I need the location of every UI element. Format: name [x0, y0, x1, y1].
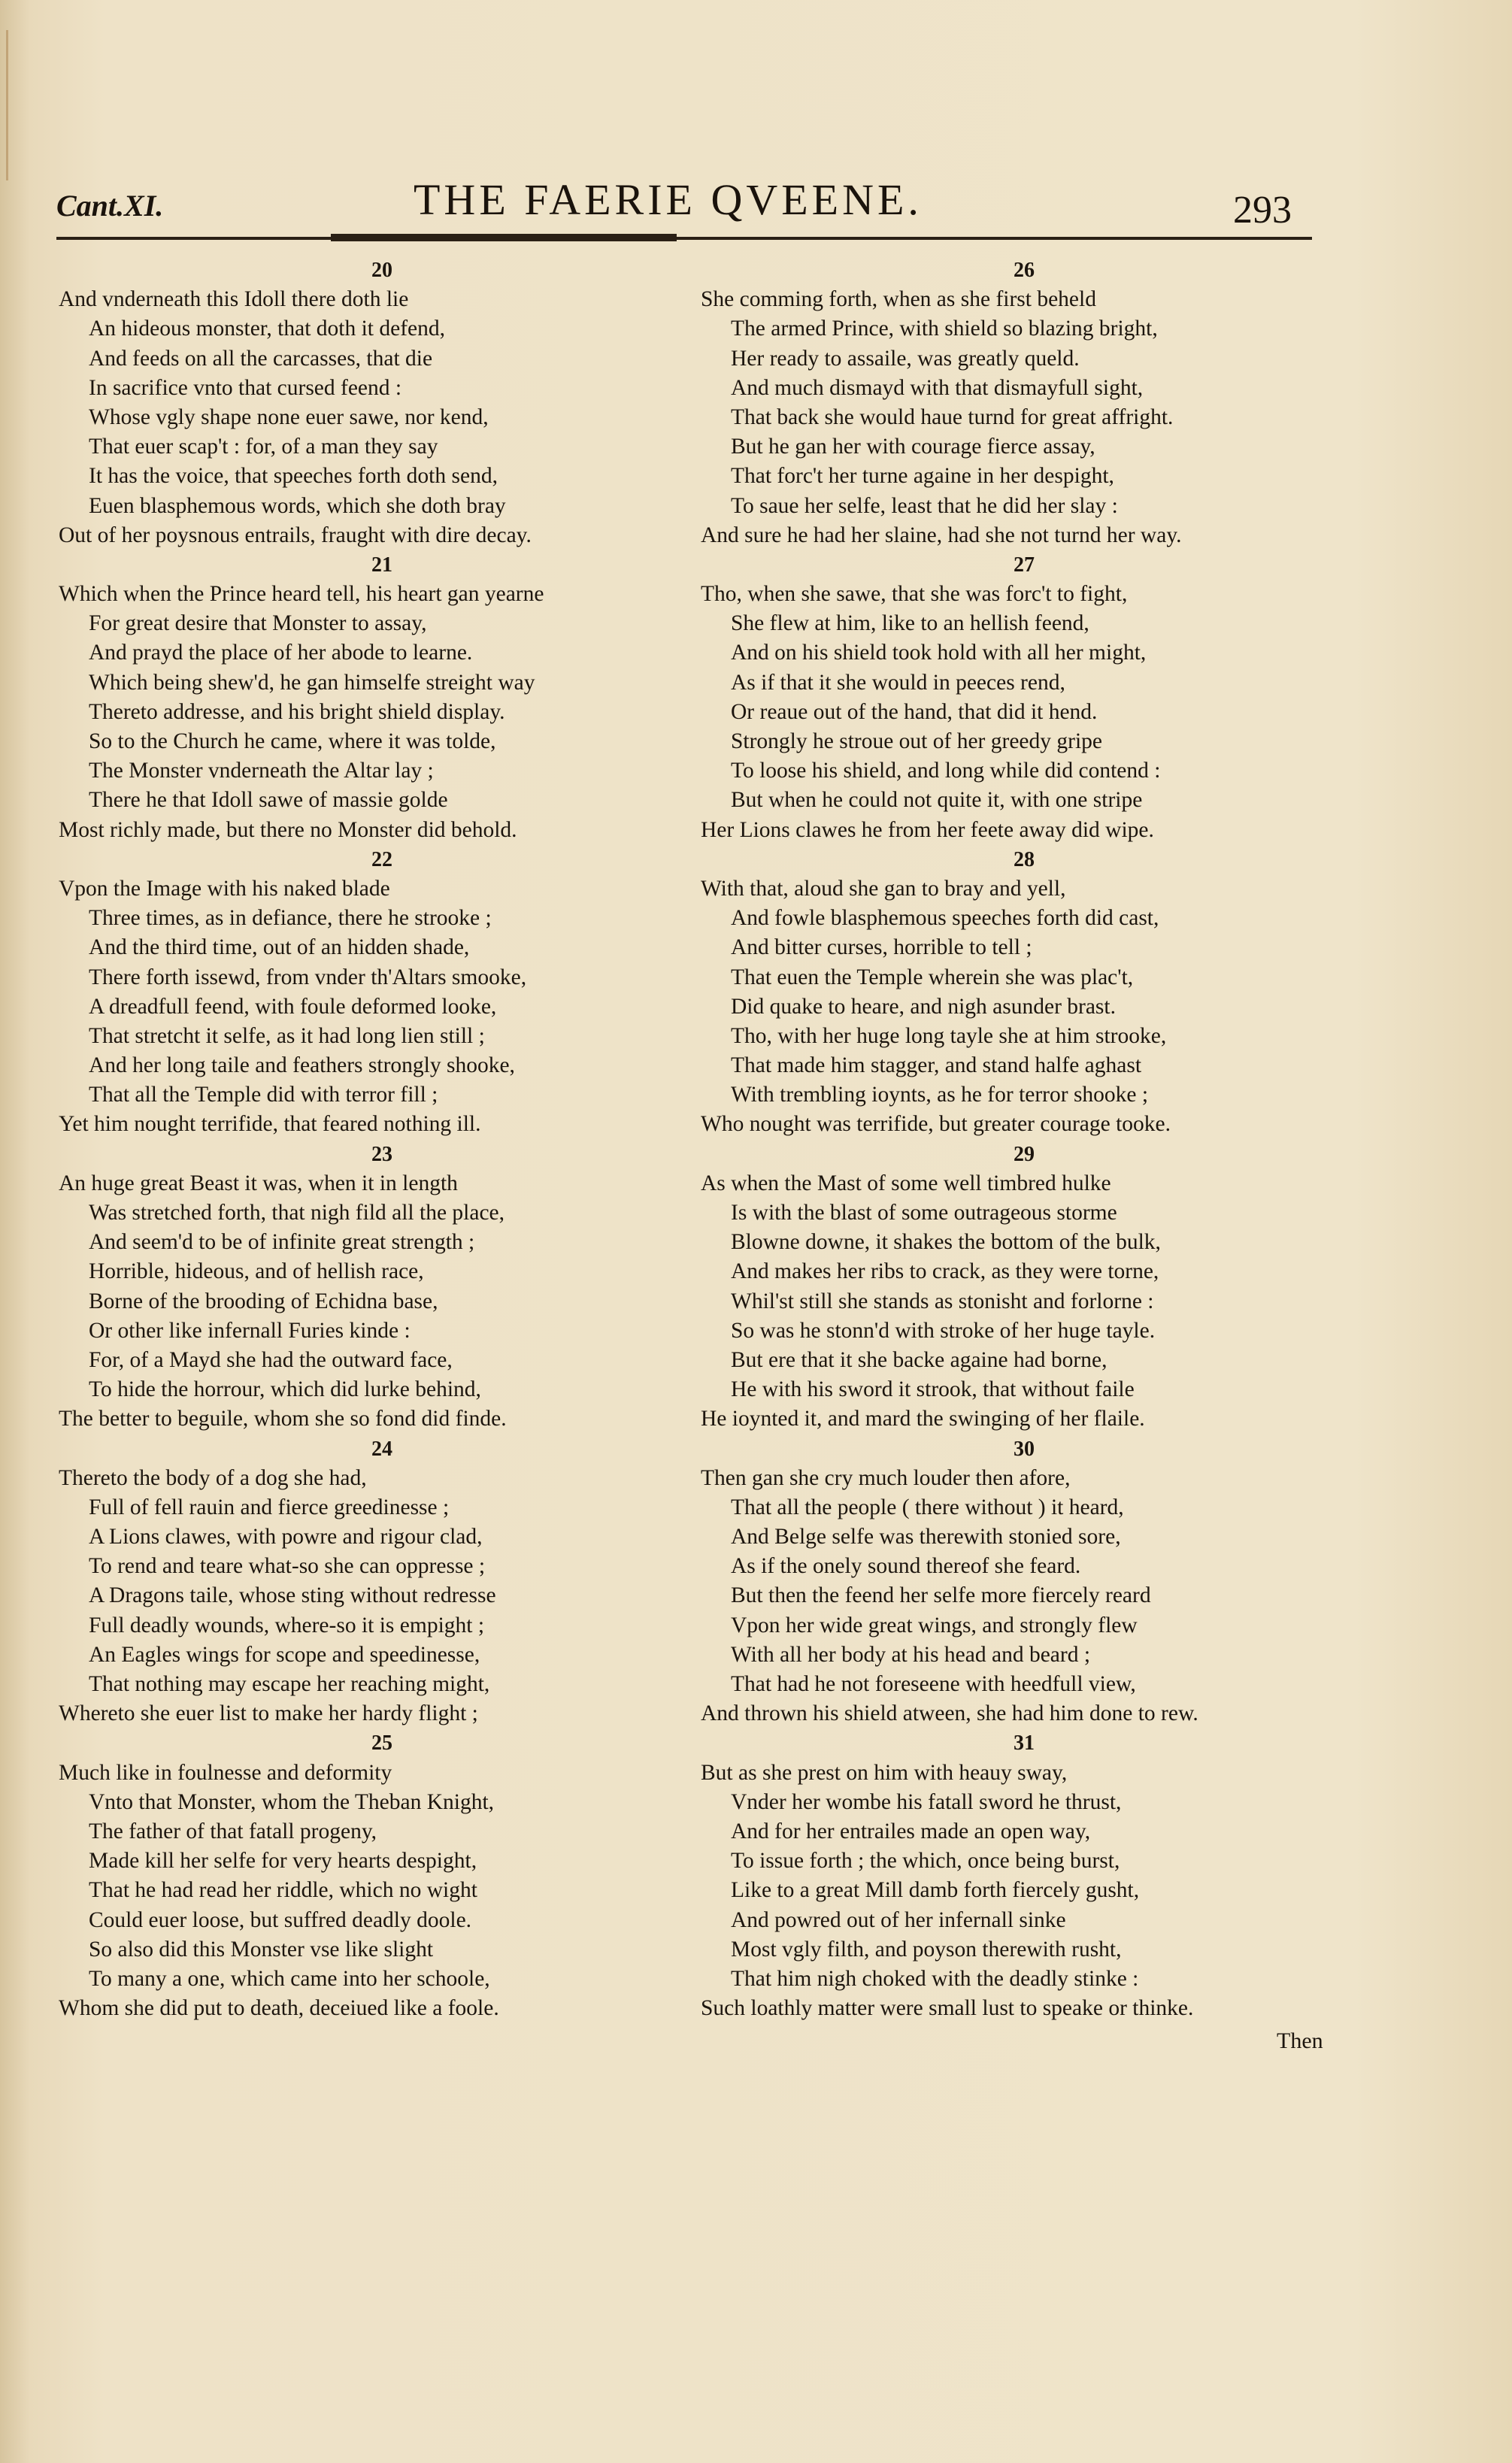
verse-line: And on his shield took hold with all her might, — [731, 641, 1147, 665]
verse-line: And makes her ribs to crack, as they were torne, — [731, 1259, 1159, 1284]
verse-line: For great desire that Monster to assay, — [89, 611, 427, 636]
verse-line: And feeds on all the carcasses, that die — [89, 346, 433, 371]
left-column — [59, 256, 705, 2023]
verse-line: And her long taile and feathers strongly shooke, — [89, 1053, 515, 1078]
verse-line: Or other like infernall Furies kinde : — [89, 1318, 411, 1343]
verse-line: Tho, with her huge long tayle she at him strooke, — [731, 1023, 1167, 1048]
verse-line: Most vgly filth, and poyson therewith rusht, — [731, 1937, 1122, 1962]
verse-line: Whil'st still she stands as stonisht and forlorne : — [731, 1289, 1154, 1313]
verse-line: Euen blasphemous words, which she doth bray — [89, 493, 506, 518]
verse-line: So to the Church he came, where it was tolde, — [89, 729, 496, 753]
verse-line: Out of her poysnous entrails, fraught with dire decay. — [59, 523, 532, 547]
verse-line: And bitter curses, horrible to tell ; — [731, 935, 1032, 960]
stanza-number: 26 — [1014, 259, 1035, 282]
verse-line: So also did this Monster vse like slight — [89, 1937, 434, 1962]
verse-line: A dreadfull feend, with foule deformed looke, — [89, 994, 497, 1019]
stanza-number: 27 — [1014, 553, 1035, 577]
verse-line: Vpon the Image with his naked blade — [59, 876, 390, 901]
verse-line: It has the voice, that speeches forth doth send, — [89, 464, 498, 489]
verse-line: That forc't her turne againe in her despight, — [731, 464, 1114, 489]
verse-line: Was stretched forth, that nigh fild all the place, — [89, 1201, 505, 1225]
verse-line: Strongly he stroue out of her greedy gripe — [731, 729, 1102, 753]
verse-line: There he that Idoll sawe of massie golde — [89, 788, 448, 813]
verse-line: The armed Prince, with shield so blazing bright, — [731, 317, 1158, 341]
verse-line: To loose his shield, and long while did contend : — [731, 759, 1161, 783]
verse-line: She comming forth, when as she first beheld — [701, 287, 1096, 312]
verse-line: But he gan her with courage fierce assay, — [731, 435, 1095, 459]
verse-line: And thrown his shield atween, she had him done to rew. — [701, 1701, 1198, 1726]
stanza-number: 21 — [371, 553, 392, 577]
verse-line: With all her body at his head and beard ; — [731, 1642, 1091, 1667]
verse-line: Most richly made, but there no Monster did behold. — [59, 817, 517, 842]
catchword: Then — [1277, 2028, 1323, 2053]
verse-line: Whereto she euer list to make her hardy flight ; — [59, 1701, 478, 1726]
verse-line: Made kill her selfe for very hearts despight, — [89, 1849, 477, 1874]
verse-line: That nothing may escape her reaching might, — [89, 1672, 490, 1696]
verse-line: So was he stonn'd with stroke of her huge tayle. — [731, 1318, 1156, 1343]
page-number: 293 — [1233, 189, 1292, 232]
verse-line: Much like in foulnesse and deformity — [59, 1760, 392, 1785]
verse-line: And powred out of her infernall sinke — [731, 1907, 1066, 1932]
verse-line: With that, aloud she gan to bray and yell, — [701, 876, 1066, 901]
stanza-number: 25 — [371, 1731, 392, 1756]
verse-line: Blowne downe, it shakes the bottom of the bulk, — [731, 1230, 1161, 1255]
verse-line: But ere that it she backe againe had borne, — [731, 1347, 1107, 1372]
verse-line: That stretcht it selfe, as it had long lien still ; — [89, 1023, 485, 1048]
verse-line: A Dragons taile, whose sting without redresse — [89, 1583, 496, 1608]
verse-line: There forth issewd, from vnder th'Altars smooke, — [89, 965, 527, 989]
verse-line: Her Lions clawes he from her feete away did wipe. — [701, 817, 1154, 842]
stanza-number: 20 — [371, 259, 392, 282]
verse-line: And fowle blasphemous speeches forth did cast, — [731, 906, 1159, 931]
verse-line: As when the Mast of some well timbred hulke — [701, 1171, 1111, 1195]
verse-line: An huge great Beast it was, when it in length — [59, 1171, 458, 1195]
verse-line: Full deadly wounds, where-so it is empight ; — [89, 1613, 485, 1637]
verse-line: To saue her selfe, least that he did her slay : — [731, 493, 1118, 518]
verse-line: Vnder her wombe his fatall sword he thrust, — [731, 1789, 1122, 1814]
verse-line: Thereto the body of a dog she had, — [59, 1465, 367, 1490]
verse-line: That had he not foreseene with heedfull view, — [731, 1672, 1136, 1696]
verse-line: And much dismayd with that dismayfull sight, — [731, 375, 1144, 400]
verse-line: That made him stagger, and stand halfe aghast — [731, 1053, 1142, 1078]
verse-line: Like to a great Mill damb forth fiercely gusht, — [731, 1878, 1140, 1903]
verse-line: The better to beguile, whom she so fond did finde. — [59, 1407, 507, 1431]
verse-line: Tho, when she sawe, that she was forc't to fight, — [701, 582, 1128, 607]
verse-line: That back she would haue turnd for great affright. — [731, 404, 1174, 429]
verse-line: But then the feend her selfe more fiercely reard — [731, 1583, 1151, 1608]
verse-line: To issue forth ; the which, once being burst, — [731, 1849, 1120, 1874]
binding-stain — [6, 30, 8, 180]
running-header — [56, 174, 1292, 232]
verse-line: Thereto addresse, and his bright shield display. — [89, 699, 505, 724]
verse-line: Or reaue out of the hand, that did it hend. — [731, 699, 1098, 724]
verse-line: With trembling ioynts, as he for terror shooke ; — [731, 1083, 1149, 1107]
verse-line: But as she prest on him with heauy sway, — [701, 1760, 1068, 1785]
verse-line: Full of fell rauin and fierce greedinesse ; — [89, 1495, 450, 1519]
verse-line: In sacrifice vnto that cursed feend : — [89, 375, 402, 400]
verse-line: To many a one, which came into her schoole, — [89, 1966, 490, 1991]
verse-line: And for her entrailes made an open way, — [731, 1819, 1091, 1843]
stanza-number: 23 — [371, 1142, 392, 1166]
verse-line: Who nought was terrifide, but greater courage tooke. — [701, 1112, 1171, 1137]
stanza-number: 24 — [371, 1437, 392, 1461]
verse-line: She flew at him, like to an hellish feend, — [731, 611, 1089, 636]
verse-line: And Belge selfe was therewith stonied sore, — [731, 1525, 1121, 1550]
verse-line: The father of that fatall progeny, — [89, 1819, 377, 1843]
stanza-number: 31 — [1014, 1731, 1035, 1756]
verse-line: Then gan she cry much louder then afore, — [701, 1465, 1071, 1490]
verse-line: To hide the horrour, which did lurke behind, — [89, 1377, 481, 1402]
verse-line: Such loathly matter were small lust to speake or thinke. — [701, 1996, 1194, 2021]
verse-line: And prayd the place of her abode to learne. — [89, 641, 473, 665]
book-title: THE FAERIE QVEENE. — [414, 175, 923, 224]
stanza-number: 30 — [1014, 1437, 1035, 1461]
verse-line: And seem'd to be of infinite great strength ; — [89, 1230, 475, 1255]
verse-line: He with his sword it strook, that without faile — [731, 1377, 1135, 1402]
verse-line: Is with the blast of some outrageous storme — [731, 1201, 1117, 1225]
verse-line: Did quake to heare, and nigh asunder brast. — [731, 994, 1116, 1019]
verse-line: He ioynted it, and mard the swinging of her flaile. — [701, 1407, 1145, 1431]
header-rule-ornament — [331, 234, 677, 241]
verse-line: Which when the Prince heard tell, his heart gan yearne — [59, 582, 544, 607]
verse-line: Vpon her wide great wings, and strongly flew — [731, 1613, 1138, 1637]
canto-label: Cant.XI. — [56, 189, 164, 223]
stanza-number: 28 — [1014, 847, 1035, 871]
verse-line: And sure he had her slaine, had she not turnd her way. — [701, 523, 1182, 547]
verse-line: That he had read her riddle, which no wight — [89, 1878, 477, 1903]
verse-line: That all the people ( there without ) it heard, — [731, 1495, 1124, 1519]
right-column — [701, 256, 1347, 2023]
verse-line: Horrible, hideous, and of hellish race, — [89, 1259, 424, 1284]
verse-line: An hideous monster, that doth it defend, — [89, 317, 446, 341]
verse-line: That all the Temple did with terror fill ; — [89, 1083, 438, 1107]
verse-line: That euer scap't : for, of a man they say — [89, 435, 438, 459]
verse-line: An Eagles wings for scope and speedinesse, — [89, 1642, 480, 1667]
verse-line: Borne of the brooding of Echidna base, — [89, 1289, 438, 1313]
verse-line: To rend and teare what-so she can oppresse ; — [89, 1554, 486, 1579]
verse-line: Yet him nought terrifide, that feared nothing ill. — [59, 1112, 481, 1137]
verse-line: As if that it she would in peeces rend, — [731, 670, 1065, 695]
verse-line: And the third time, out of an hidden shade, — [89, 935, 470, 960]
verse-line: And vnderneath this Idoll there doth lie — [59, 287, 409, 312]
verse-line: Which being shew'd, he gan himselfe streight way — [89, 670, 535, 695]
verse-line: For, of a Mayd she had the outward face, — [89, 1347, 453, 1372]
verse-line: A Lions clawes, with powre and rigour clad, — [89, 1525, 483, 1550]
verse-line: Three times, as in defiance, there he strooke ; — [89, 906, 492, 931]
verse-line: That him nigh choked with the deadly stinke : — [731, 1966, 1139, 1991]
stanza-number: 22 — [371, 847, 392, 871]
verse-line: Could euer loose, but suffred deadly doole. — [89, 1907, 472, 1932]
verse-line: Her ready to assaile, was greatly queld. — [731, 346, 1080, 371]
verse-line: Whose vgly shape none euer sawe, nor kend, — [89, 404, 489, 429]
verse-line: Whom she did put to death, deceiued like a foole. — [59, 1996, 499, 2021]
stanza-number: 29 — [1014, 1142, 1035, 1166]
verse-line: The Monster vnderneath the Altar lay ; — [89, 759, 434, 783]
verse-line: That euen the Temple wherein she was plac't, — [731, 965, 1134, 989]
verse-line: Vnto that Monster, whom the Theban Knight, — [89, 1789, 495, 1814]
header-rule — [56, 237, 1312, 240]
verse-line: As if the onely sound thereof she feard. — [731, 1554, 1081, 1579]
verse-line: But when he could not quite it, with one stripe — [731, 788, 1143, 813]
